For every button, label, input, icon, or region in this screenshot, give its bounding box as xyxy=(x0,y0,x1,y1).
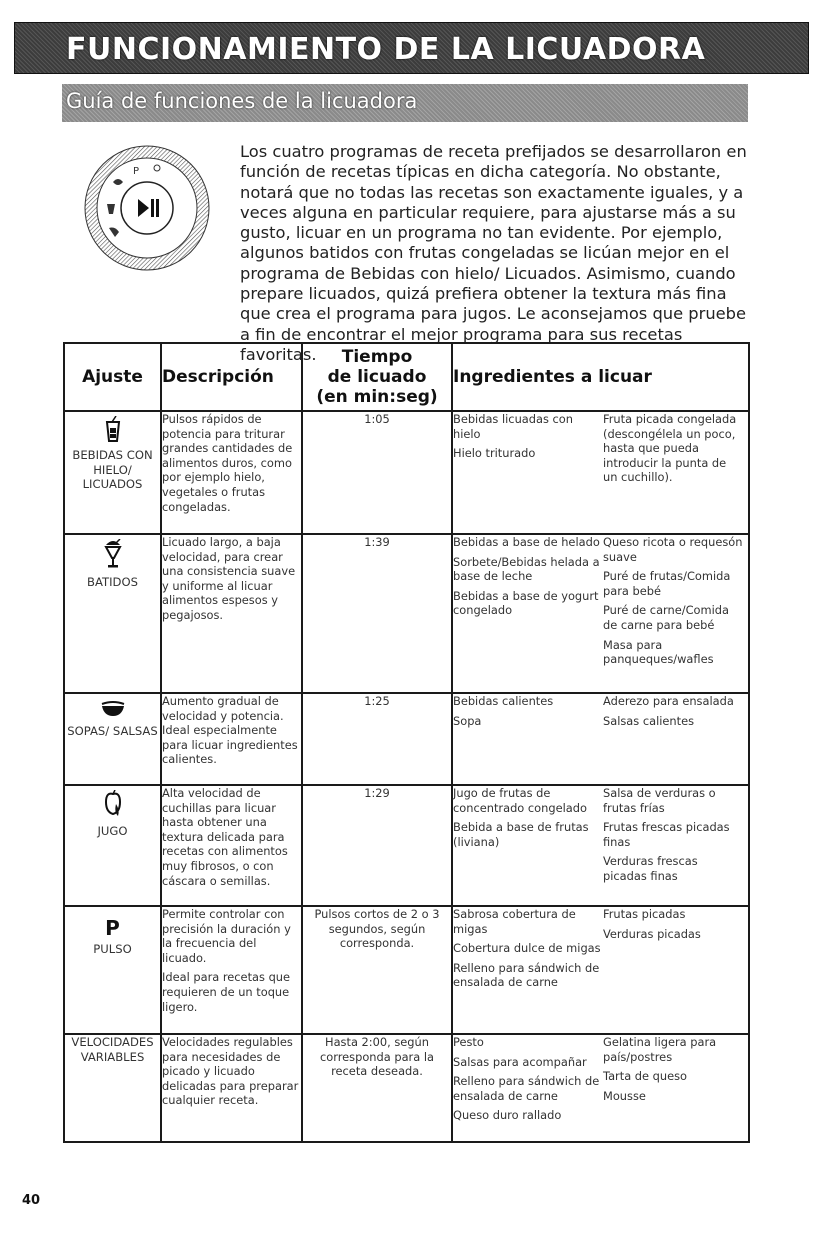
ingredient-item: Bebidas a base de helado xyxy=(453,535,600,549)
table-header-row xyxy=(64,343,749,411)
ingredient-item: Sopa xyxy=(453,713,482,728)
ingredient-item: Cobertura dulce de migas xyxy=(453,941,601,956)
ingredient-item: Salsas para acompañar xyxy=(453,1054,587,1069)
tiempo-cell: 1:05 xyxy=(302,411,452,534)
ingredient-item: Salsa de verduras o frutas frías xyxy=(603,786,716,815)
ajuste-cell xyxy=(64,906,161,1034)
page-title: FUNCIONAMIENTO DE LA LICUADORA xyxy=(66,32,706,67)
table-row xyxy=(64,1034,749,1142)
ingredient-item: Bebida a base de frutas (liviana) xyxy=(453,820,589,849)
ingredient-item: Mousse xyxy=(603,1088,646,1103)
ingredientes-cell xyxy=(452,411,749,534)
table-row xyxy=(64,534,749,693)
ajuste-label: BEBIDAS CON HIELO/ LICUADOS xyxy=(72,448,153,492)
header-tiempo-line1: Tiempo xyxy=(341,347,413,367)
ingredient-item: Puré de carne/Comida de carne para bebé xyxy=(603,603,729,632)
blender-function-table xyxy=(63,342,750,1143)
ajuste-label: VELOCIDADES VARIABLES xyxy=(71,1035,154,1064)
header-ajuste: Ajuste xyxy=(64,343,161,411)
ajuste-cell xyxy=(64,785,161,906)
header-tiempo xyxy=(302,343,452,411)
ingredient-item: Bebidas calientes xyxy=(453,694,554,708)
ingredient-item: Bebidas licuadas con hielo xyxy=(453,412,573,441)
svg-text:P: P xyxy=(133,166,140,177)
descripcion-text: Ideal para recetas que requieren de un toque ligero. xyxy=(162,970,291,1014)
descripcion-cell xyxy=(161,785,302,906)
ingredient-item: Sorbete/Bebidas helada a base de leche xyxy=(453,554,600,584)
ingredient-item: Bebidas a base de yogurt congelado xyxy=(453,588,599,618)
soup-bowl-icon xyxy=(100,698,126,718)
table-row xyxy=(64,693,749,785)
ingredient-item: Salsas calientes xyxy=(603,713,695,728)
header-ingredientes: Ingredientes a licuar xyxy=(452,343,749,411)
ingredient-item: Hielo triturado xyxy=(453,446,536,461)
ingredientes-cell xyxy=(452,693,749,785)
descripcion-cell xyxy=(161,906,302,1034)
descripcion-text: Velocidades regulables para necesidades de picado y licuado delicadas para preparar cualquier receta. xyxy=(162,1035,299,1108)
milkshake-icon xyxy=(103,539,123,569)
ingredient-item: Queso ricota o requesón suave xyxy=(603,535,743,564)
ingredient-item: Aderezo para ensalada xyxy=(603,694,734,708)
section-subtitle: Guía de funciones de la licuadora xyxy=(66,89,418,113)
apple-juice-icon xyxy=(102,790,124,818)
ingredient-item: Verduras picadas xyxy=(603,926,701,941)
ingredient-item: Relleno para sándwich de ensalada de carne xyxy=(453,960,600,990)
header-descripcion: Descripción xyxy=(161,343,302,411)
ingredient-item: Verduras frescas picadas finas xyxy=(603,854,698,883)
ajuste-cell xyxy=(64,411,161,534)
tiempo-cell: 1:29 xyxy=(302,785,452,906)
table-row xyxy=(64,785,749,906)
ajuste-cell xyxy=(64,1034,161,1142)
ajuste-label: SOPAS/ SALSAS xyxy=(67,724,158,738)
ingredient-item: Sabrosa cobertura de migas xyxy=(453,907,576,936)
descripcion-text: Permite controlar con precisión la duración y la frecuencia del licuado. xyxy=(162,907,291,965)
descripcion-text: Alta velocidad de cuchillas para licuar hasta obtener una textura delicada para recetas con alimentos muy fibrosos, o con cáscara o semillas. xyxy=(162,786,288,888)
ingredient-item: Frutas frescas picadas finas xyxy=(603,820,730,849)
header-tiempo-line2: de licuado xyxy=(327,367,427,387)
ingredientes-cell xyxy=(452,1034,749,1142)
control-dial-icon xyxy=(83,144,211,272)
ajuste-label: JUGO xyxy=(97,824,128,838)
tiempo-cell: Pulsos cortos de 2 o 3 segundos, según corresponda. xyxy=(302,906,452,1034)
descripcion-cell xyxy=(161,1034,302,1142)
descripcion-text: Aumento gradual de velocidad y potencia. Ideal especialmente para licuar ingredientes calientes. xyxy=(162,694,298,767)
ajuste-label: BATIDOS xyxy=(87,575,138,589)
ingredientes-cell xyxy=(452,906,749,1034)
table-row xyxy=(64,411,749,534)
intro-paragraph: Los cuatro programas de receta prefijados se desarrollaron en función de recetas típicas en dicha categoría. No obstante, notará que no todas las recetas son exactamente iguales, y a veces alguna en particular requiere, para ajustarse más a su gusto, licuar en un programa no tan evidente. Por ejemplo, algunos batidos con frutas congeladas se licúan mejor en el programa de Bebidas con hielo/ Licuados. Asimismo, cuando prepare licuados, quizá prefiera obtener la textura más fina que crea el programa para jugos. Le aconsejamos que pruebe a fin de encontrar el mejor programa para sus recetas favoritas. xyxy=(240,142,747,364)
ingredient-item: Masa para panqueques/wafles xyxy=(603,637,714,667)
descripcion-cell xyxy=(161,534,302,693)
ingredient-item: Jugo de frutas de concentrado congelado xyxy=(453,786,587,815)
tiempo-cell: 1:25 xyxy=(302,693,452,785)
ajuste-cell xyxy=(64,693,161,785)
ingredient-item: Frutas picadas xyxy=(603,907,686,921)
ingredient-item: Relleno para sándwich de ensalada de carne xyxy=(453,1074,600,1103)
pulse-p-icon: P xyxy=(105,916,120,940)
ajuste-label: PULSO xyxy=(93,941,132,956)
ingredient-item: Puré de frutas/Comida para bebé xyxy=(603,569,731,598)
ingredient-item: Tarta de queso xyxy=(603,1069,688,1084)
ingredient-item: Pesto xyxy=(453,1035,484,1049)
ice-drink-icon xyxy=(104,416,122,442)
descripcion-cell xyxy=(161,693,302,785)
ingredient-item: Fruta picada congelada (descongélela un poco, hasta que pueda introducir la punta de un cuchillo). xyxy=(603,412,737,485)
descripcion-text: Pulsos rápidos de potencia para triturar grandes cantidades de alimentos duros, como por ejemplo hielo, vegetales o frutas congeladas. xyxy=(162,412,293,514)
ingredientes-cell xyxy=(452,534,749,693)
ingredientes-cell xyxy=(452,785,749,906)
page-number: 40 xyxy=(22,1193,41,1208)
table-row xyxy=(64,906,749,1034)
descripcion-cell xyxy=(161,411,302,534)
ajuste-cell xyxy=(64,534,161,693)
tiempo-cell: 1:39 xyxy=(302,534,452,693)
header-tiempo-line3: (en min:seg) xyxy=(316,387,438,407)
descripcion-text: Licuado largo, a baja velocidad, para crear una consistencia suave y uniforme al licuar alimentos espesos y pegajosos. xyxy=(162,535,296,622)
ingredient-item: Queso duro rallado xyxy=(453,1108,562,1123)
ingredient-item: Gelatina ligera para país/postres xyxy=(603,1035,717,1064)
tiempo-cell: Hasta 2:00, según corresponda para la receta deseada. xyxy=(302,1034,452,1142)
